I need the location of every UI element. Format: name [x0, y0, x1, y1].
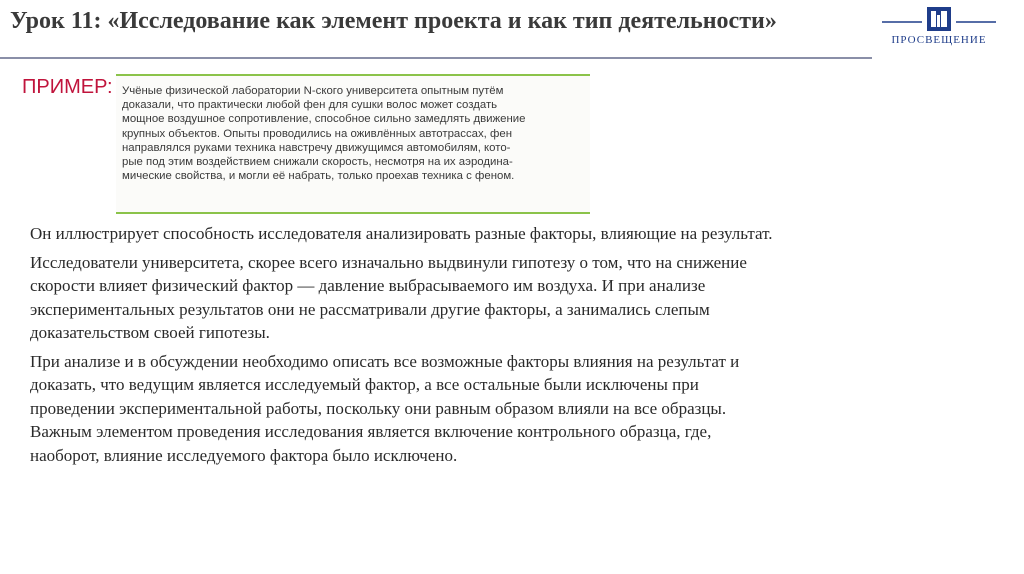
excerpt-line: мические свойства, и могли её набрать, только проехав техника с феном. — [122, 170, 515, 183]
paragraph-3 — [30, 350, 960, 468]
logo-text: ПРОСВЕЩЕНИЕ — [891, 34, 987, 46]
paragraph-line: наоборот, влияние исследуемого фактора было исключено. — [30, 445, 458, 465]
paragraph-line: Исследователи университета, скорее всего изначально выдвинули гипотезу о том, что на снижение — [30, 252, 747, 272]
paragraph-line: При анализе и в обсуждении необходимо описать все возможные факторы влияния на результат и — [30, 351, 740, 371]
prosveshchenie-logo-icon — [878, 6, 1000, 32]
excerpt-line: крупных объектов. Опыты проводились на оживлённых автотрассах, фен — [122, 127, 513, 140]
paragraph-2 — [30, 251, 960, 345]
example-label: ПРИМЕР: — [22, 76, 113, 98]
publisher-logo — [878, 6, 1000, 48]
title-divider — [0, 57, 872, 59]
paragraph-line: доказательством своей гипотезы. — [30, 323, 270, 342]
excerpt-line: рые под этим воздействием снижали скорость, несмотря на их аэродина- — [122, 156, 513, 169]
example-excerpt — [116, 74, 590, 214]
paragraph-line: Важным элементом проведения исследования является включение контрольного образца, где, — [30, 422, 712, 441]
paragraph-line: доказать, что ведущим является исследуемый фактор, а все остальные были исключены при — [30, 375, 699, 394]
paragraph-line: скорости влияет физический фактор — давление выбрасываемого им воздуха. И при анализе — [30, 276, 706, 295]
excerpt-line: направлялся руками техника навстречу движущимся автомобилям, кото- — [122, 141, 511, 154]
body-text — [30, 222, 960, 472]
paragraph-line: проведении экспериментальной работы, поскольку они равным образом влияли на все образцы. — [30, 398, 727, 418]
page-title: Урок 11: «Исследование как элемент проекта и как тип деятельности» — [10, 8, 777, 34]
paragraph-line: экспериментальных результатов они не рассматривали другие факторы, а занимались слепым — [30, 299, 710, 319]
excerpt-line: доказали, что практически любой фен для сушки волос может создать — [122, 99, 498, 112]
paragraph-line: Он иллюстрирует способность исследователя анализировать разные факторы, влияющие на результат. — [30, 224, 773, 243]
paragraph-1 — [30, 222, 960, 246]
excerpt-line: мощное воздушное сопротивление, способное сильно замедлять движение — [122, 113, 526, 126]
excerpt-line: Учёные физической лаборатории N-ского университета опытным путём — [122, 85, 504, 97]
